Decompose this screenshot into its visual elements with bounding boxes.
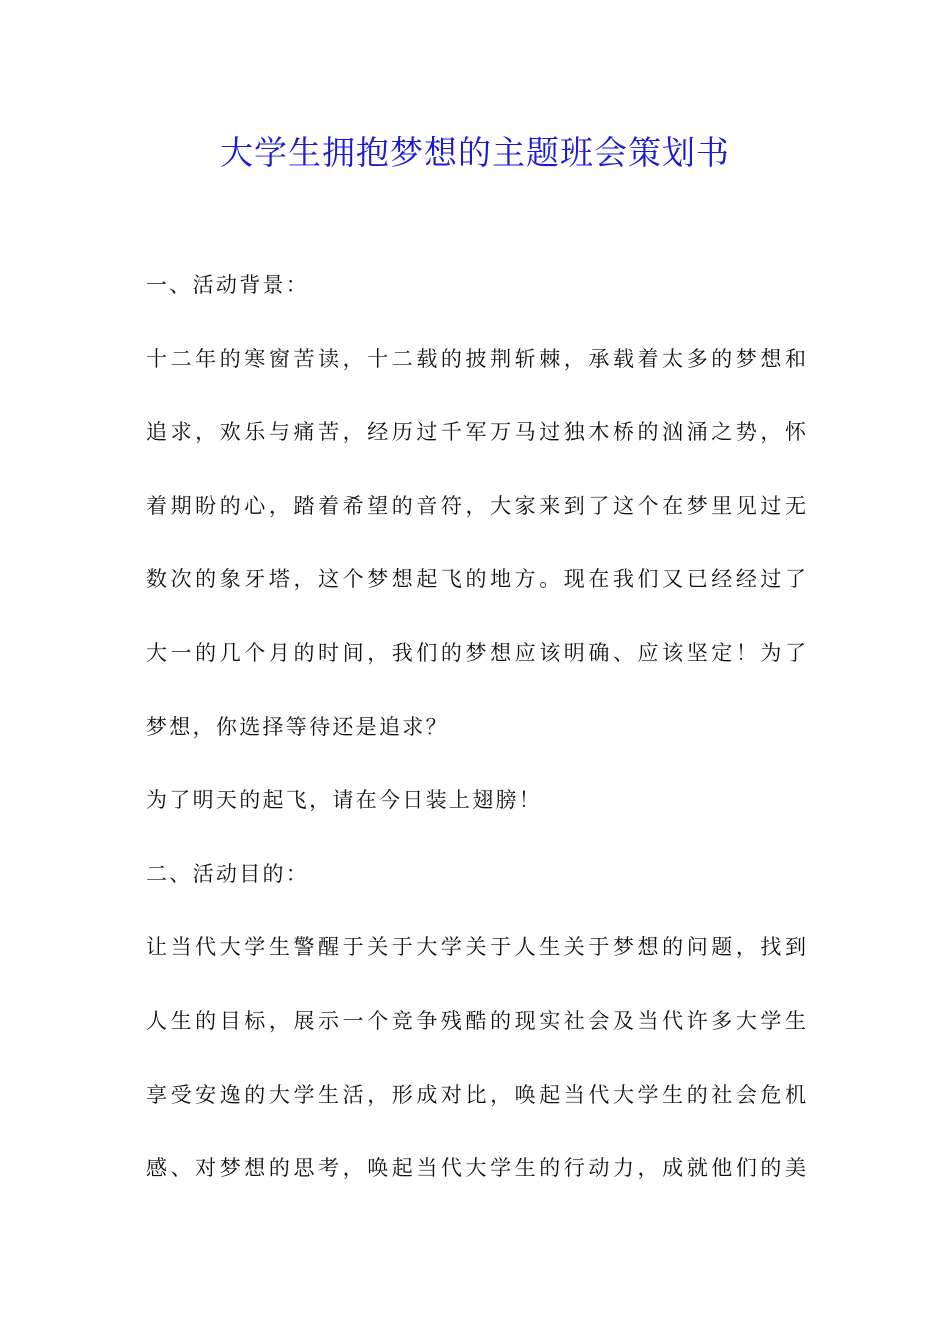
paragraph-line: 着期盼的心，踏着希望的音符，大家来到了这个在梦里见过无 bbox=[146, 493, 806, 518]
paragraph-line: 大一的几个月的时间，我们的梦想应该明确、应该坚定！为了 bbox=[146, 641, 806, 665]
paragraph-line: 享受安逸的大学生活，形成对比，唤起当代大学生的社会危机 bbox=[146, 1082, 806, 1107]
paragraph-line: 数次的象牙塔，这个梦想起飞的地方。现在我们又已经经过了 bbox=[146, 567, 806, 592]
paragraph-line: 二、活动目的： bbox=[146, 861, 310, 886]
paragraph-line: 十二年的寒窗苦读，十二载的披荆斩棘，承载着太多的梦想和 bbox=[146, 346, 806, 371]
document-title: 大学生拥抱梦想的主题班会策划书 bbox=[220, 133, 730, 172]
paragraph-line: 梦想，你选择等待还是追求？ bbox=[146, 714, 449, 739]
paragraph-line: 为了明天的起飞，请在今日装上翅膀！ bbox=[146, 788, 543, 813]
paragraph-line: 追求，欢乐与痛苦，经历过千军万马过独木桥的汹涌之势，怀 bbox=[146, 420, 806, 445]
paragraph-line: 让当代大学生警醒于关于大学关于人生关于梦想的问题，找到 bbox=[146, 935, 806, 960]
paragraph-line: 感、对梦想的思考，唤起当代大学生的行动力，成就他们的美 bbox=[146, 1156, 806, 1181]
paragraph-line: 人生的目标，展示一个竞争残酷的现实社会及当代许多大学生 bbox=[146, 1009, 806, 1033]
paragraph-line: 一、活动背景： bbox=[146, 273, 310, 297]
